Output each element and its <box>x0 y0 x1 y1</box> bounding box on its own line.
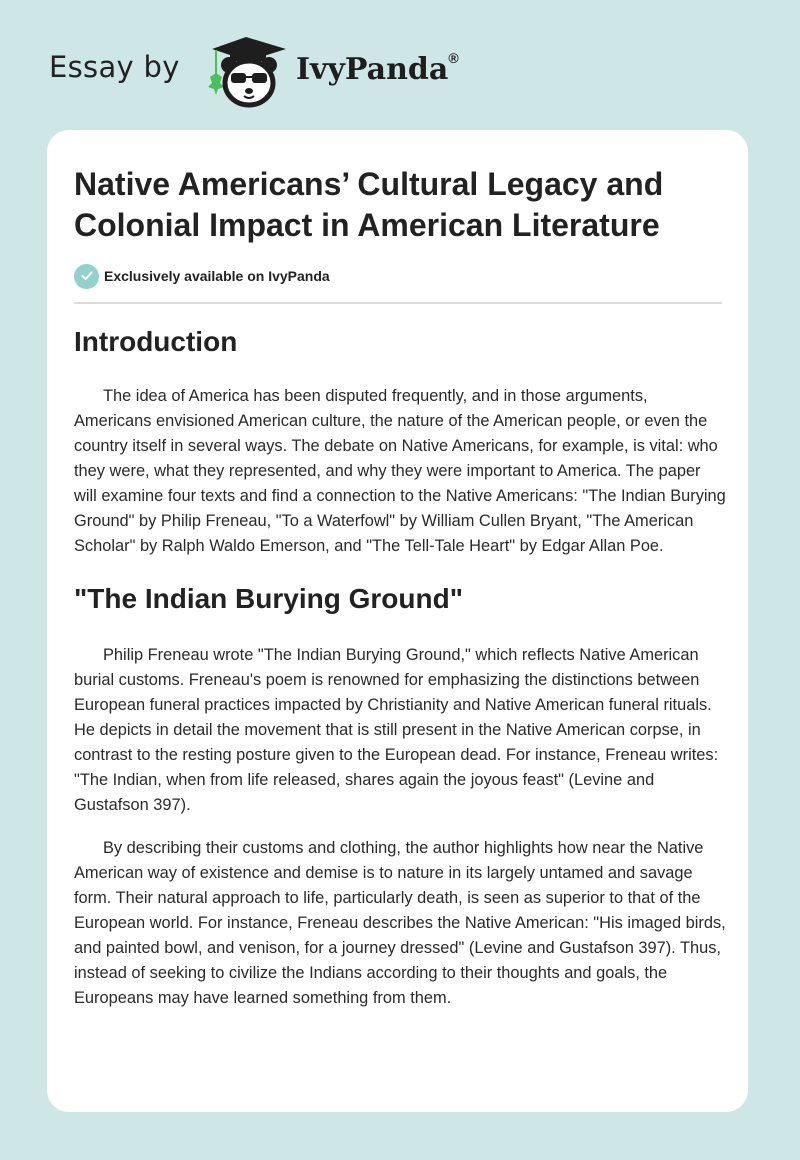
paragraph: The idea of America has been disputed frequently, and in those arguments, Americans envisioned American culture, the nature of the American people, or even the country itself in several ways. The debate on Native Americans, for example, is vital: who they were, what they represented, and why they were important to America. The paper will examine four texts and find a connection to the Native Americans: "The Indian Burying Ground" by Philip Freneau, "To a Waterfowl" by William Cullen Bryant, "The American Scholar" by Ralph Waldo Emerson, and "The Tell-Tale Heart" by Edgar Allan Poe. <box>74 387 726 555</box>
paragraph: Philip Freneau wrote "The Indian Burying Ground," which reflects Native American burial customs. Freneau's poem is renowned for emphasizing the distinctions between European funeral practices impacted by Christianity and Native American funeral rituals. He depicts in detail the movement that is still present in the Native American corpse, in contrast to the resting posture given to the European dead. For instance, Freneau writes: "The Indian, when from life released, shares again the joyous feast" (Levine and Gustafson 397). <box>74 646 719 814</box>
article-body <box>74 322 726 1011</box>
panda-graduation-cap-icon[interactable] <box>202 35 292 109</box>
section-heading-introduction: Introduction <box>74 326 238 357</box>
divider <box>74 302 722 304</box>
essay-card <box>47 130 748 1112</box>
paragraph: By describing their customs and clothing, the author highlights how near the Native American way of existence and demise is to nature in its largely untamed and savage form. Their natural approach to life, particularly death, is seen as superior to that of the European world. For instance, Freneau describes the Native American: "His imaged birds, and painted bowl, and venison, for a journey dressed" (Levine and Gustafson 397). Thus, instead of seeking to civilize the Indians according to their thoughts and goals, the Europeans may have learned something from them. <box>74 839 726 1007</box>
exclusive-badge <box>74 263 330 289</box>
essay-by-label: Essay by <box>49 50 180 84</box>
badge-text: Exclusively available on IvyPanda <box>104 268 330 284</box>
brand-name[interactable] <box>296 52 459 87</box>
section-heading-indian-burying-ground: "The Indian Burying Ground" <box>74 583 463 614</box>
brand-text: IvyPanda <box>296 52 449 87</box>
registered-mark: ® <box>448 50 459 66</box>
site-header <box>0 0 800 130</box>
page-title: Native Americans’ Cultural Legacy and Colonial Impact in American Literature <box>74 166 664 243</box>
check-circle-icon <box>74 264 99 289</box>
